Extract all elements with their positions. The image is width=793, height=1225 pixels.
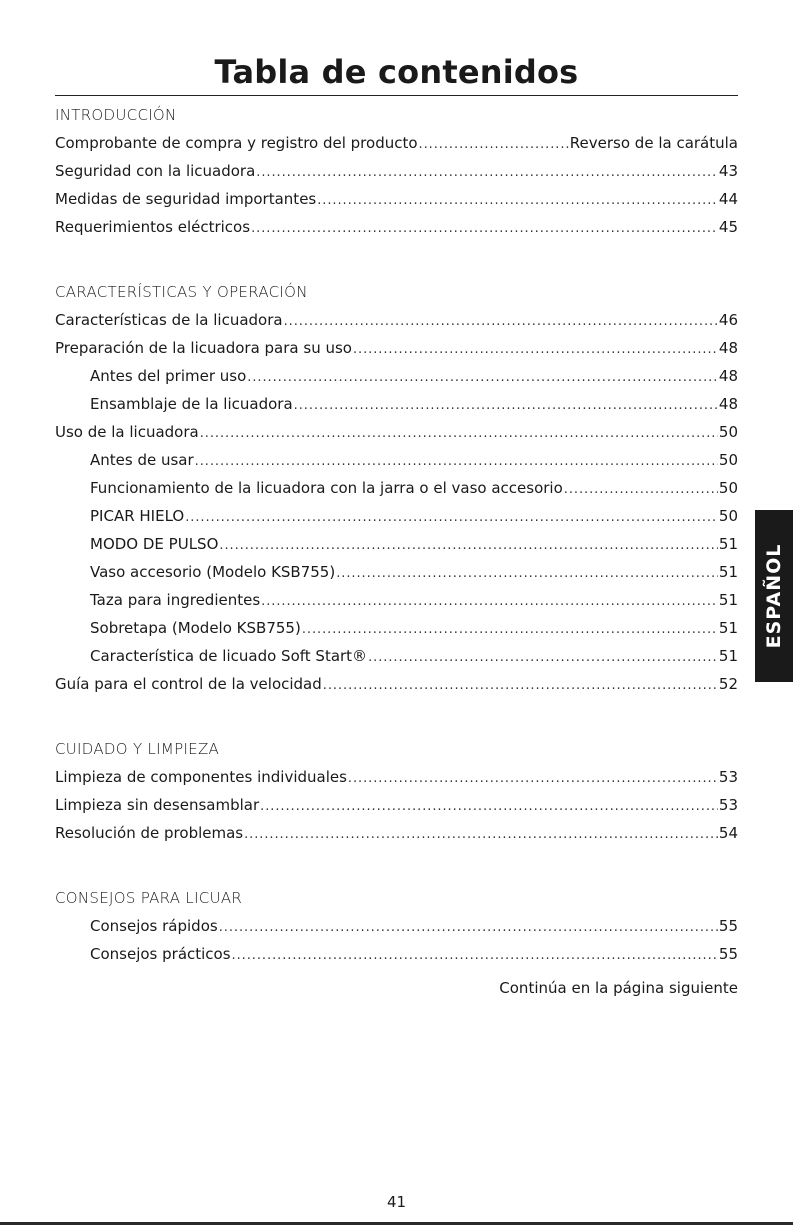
toc-entry-label: Limpieza de componentes individuales	[55, 768, 347, 786]
toc-entry-page: 54	[718, 824, 738, 842]
toc-entry-page: 48	[718, 367, 738, 385]
toc-entry-label: Características de la licuadora	[55, 311, 283, 329]
toc-entry-label: Consejos prácticos	[90, 945, 231, 963]
section-heading-introduccion: INTRODUCCIÓN	[55, 106, 177, 124]
dot-leader	[317, 187, 718, 215]
dot-leader	[261, 588, 718, 616]
dot-leader	[302, 616, 718, 644]
language-side-tab	[755, 510, 793, 682]
toc-entry-label: Ensamblaje de la licuadora	[90, 395, 293, 413]
page-title: Tabla de contenidos	[214, 53, 579, 91]
toc-entry-page: 51	[718, 535, 738, 553]
toc-entry-page: 48	[718, 395, 738, 413]
toc-entry-label: Requerimientos eléctricos	[55, 218, 251, 236]
dot-leader	[195, 448, 718, 476]
toc-entry-label: Sobretapa (Modelo KSB755)	[90, 619, 301, 637]
section-heading-consejos: CONSEJOS PARA LICUAR	[55, 889, 243, 907]
toc-subentry[interactable]	[55, 586, 738, 614]
toc-entry-label: Seguridad con la licuadora	[55, 162, 256, 180]
toc-entry[interactable]	[55, 129, 738, 157]
toc-entry-label: Funcionamiento de la licuadora con la jarra o el vaso accesorio	[90, 479, 563, 497]
toc-entry-page: 50	[718, 507, 738, 525]
toc-subentry[interactable]	[55, 446, 738, 474]
dot-leader	[323, 672, 718, 700]
toc-entry-page: 50	[718, 451, 738, 469]
dot-leader	[284, 308, 718, 336]
toc-entry-label: Característica de licuado Soft Start®	[90, 647, 368, 665]
toc-entry-label: Vaso accesorio (Modelo KSB755)	[90, 563, 336, 581]
language-tab-label: ESPAÑOL	[763, 543, 785, 649]
toc-entry-page: 51	[718, 619, 738, 637]
toc-subentry[interactable]	[55, 940, 738, 968]
toc-entry[interactable]	[55, 213, 738, 241]
toc-entry[interactable]	[55, 334, 738, 362]
toc-entry-page: 43	[718, 162, 738, 180]
toc-entry-page: 50	[718, 423, 738, 441]
section-spacer	[55, 241, 738, 278]
title-divider	[55, 95, 738, 96]
dot-leader	[260, 793, 718, 821]
toc-entry-label: Taza para ingredientes	[90, 591, 261, 609]
toc-entry-page: 51	[718, 647, 738, 665]
toc-entry-label: Preparación de la licuadora para su uso	[55, 339, 352, 357]
toc-entry-page: 50	[718, 479, 738, 497]
table-of-contents	[55, 101, 738, 968]
toc-entry[interactable]	[55, 791, 738, 819]
section-spacer	[55, 698, 738, 735]
toc-subentry[interactable]	[55, 642, 738, 670]
toc-entry-page: 48	[718, 339, 738, 357]
dot-leader	[244, 821, 718, 849]
toc-entry-page: 53	[718, 768, 738, 786]
toc-entry-label: Antes de usar	[90, 451, 194, 469]
dot-leader	[294, 392, 718, 420]
toc-entry-label: Resolución de problemas	[55, 824, 244, 842]
dot-leader	[219, 532, 718, 560]
dot-leader	[185, 504, 718, 532]
toc-entry[interactable]	[55, 670, 738, 698]
toc-entry-label: Limpieza sin desensamblar	[55, 796, 260, 814]
dot-leader	[564, 476, 718, 504]
toc-entry-label: Consejos rápidos	[90, 917, 218, 935]
toc-entry-label: Uso de la licuadora	[55, 423, 199, 441]
toc-entry[interactable]	[55, 157, 738, 185]
toc-entry-page: 46	[718, 311, 738, 329]
toc-subentry[interactable]	[55, 390, 738, 418]
toc-entry-label: Antes del primer uso	[90, 367, 247, 385]
toc-subentry[interactable]	[55, 558, 738, 586]
toc-entry-page: Reverso de la carátula	[569, 134, 738, 152]
toc-entry[interactable]	[55, 306, 738, 334]
dot-leader	[247, 364, 718, 392]
toc-entry-label: Guía para el control de la velocidad	[55, 675, 322, 693]
dot-leader	[348, 765, 718, 793]
section-spacer	[55, 847, 738, 884]
dot-leader	[232, 942, 718, 970]
dot-leader	[336, 560, 718, 588]
toc-entry-page: 55	[718, 945, 738, 963]
dot-leader	[419, 131, 569, 159]
toc-entry[interactable]	[55, 763, 738, 791]
dot-leader	[353, 336, 718, 364]
toc-entry-page: 45	[718, 218, 738, 236]
toc-entry-page: 53	[718, 796, 738, 814]
continued-note: Continúa en la página siguiente	[499, 979, 738, 997]
dot-leader	[368, 644, 718, 672]
toc-entry-page: 51	[718, 591, 738, 609]
toc-entry[interactable]	[55, 418, 738, 446]
toc-entry-page: 52	[718, 675, 738, 693]
toc-entry-page: 55	[718, 917, 738, 935]
dot-leader	[219, 914, 718, 942]
toc-subentry[interactable]	[55, 614, 738, 642]
toc-entry[interactable]	[55, 185, 738, 213]
dot-leader	[200, 420, 718, 448]
toc-entry-label: MODO DE PULSO	[90, 535, 219, 553]
toc-entry-label: Medidas de seguridad importantes	[55, 190, 317, 208]
toc-entry-page: 51	[718, 563, 738, 581]
toc-entry-label: PICAR HIELO	[90, 507, 185, 525]
toc-subentry[interactable]	[55, 530, 738, 558]
page-number: 41	[386, 1193, 407, 1211]
section-heading-cuidado: CUIDADO Y LIMPIEZA	[55, 740, 220, 758]
toc-subentry[interactable]	[55, 474, 738, 502]
toc-entry[interactable]	[55, 819, 738, 847]
toc-entry-page: 44	[718, 190, 738, 208]
section-heading-caracteristicas: CARACTERÍSTICAS Y OPERACIÓN	[55, 283, 308, 301]
toc-entry-label: Comprobante de compra y registro del producto	[55, 134, 418, 152]
dot-leader	[251, 215, 718, 243]
toc-subentry[interactable]	[55, 912, 738, 940]
dot-leader	[256, 159, 718, 187]
toc-subentry[interactable]	[55, 502, 738, 530]
toc-subentry[interactable]	[55, 362, 738, 390]
